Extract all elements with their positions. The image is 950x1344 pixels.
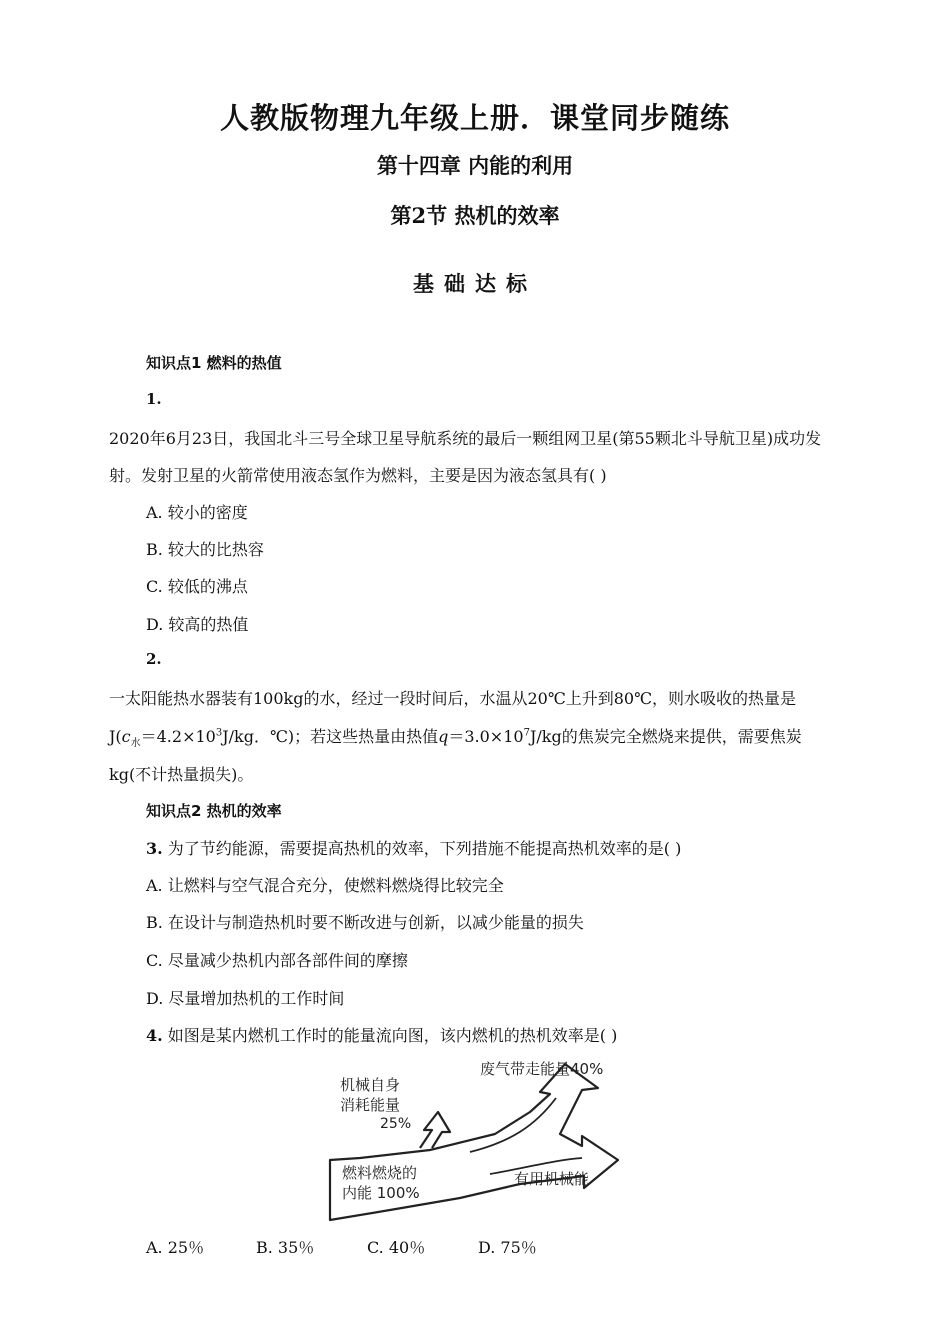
specific-heat-subscript: 水: [130, 738, 141, 750]
question-4-option-a: A. 25％: [146, 1238, 205, 1257]
question-4-option-c: C. 40％: [367, 1238, 426, 1257]
question-1-option-c: C. 较低的沸点: [146, 577, 248, 596]
label-fuel-1: 燃料燃烧的: [342, 1164, 418, 1182]
question-4-option-d: D. 75％: [478, 1238, 537, 1257]
chapter-title: 第十四章 内能的利用: [376, 153, 574, 178]
q2-text-a: J(: [109, 727, 122, 746]
level-heading: 基础达标: [413, 271, 537, 296]
question-4-option-b: B. 35％: [256, 1238, 315, 1257]
heat-value-symbol: q: [438, 727, 449, 746]
question-1-option-a: A. 较小的密度: [146, 503, 248, 522]
section-title: 第2节 热机的效率: [390, 203, 560, 228]
energy-flow-diagram: [320, 1052, 630, 1224]
question-3-option-a: A. 让燃料与空气混合充分，使燃料燃烧得比较完全: [146, 876, 504, 895]
question-3-stem-line: [146, 836, 681, 859]
question-1-option-d: D. 较高的热值: [146, 615, 249, 634]
label-mech-loss-3: 25%: [380, 1116, 412, 1132]
question-3-option-c: C. 尽量减少热机内部各部件间的摩擦: [146, 951, 408, 970]
question-3-option-b: B. 在设计与制造热机时要不断改进与创新，以减少能量的损失: [146, 913, 584, 932]
label-useful: 有用机械能: [514, 1170, 590, 1188]
question-1-option-b: B. 较大的比热容: [146, 540, 264, 559]
question-3-number: 3.: [146, 839, 163, 858]
question-3-option-d: D. 尽量增加热机的工作时间: [146, 989, 345, 1008]
label-mech-loss-2: 消耗能量: [340, 1096, 401, 1114]
knowledge-point-2: 知识点2 热机的效率: [146, 802, 282, 820]
q2-text-c: J/kg．℃)；若这些热量由热值: [222, 727, 439, 746]
specific-heat-symbol: c: [121, 727, 131, 746]
q2-text-e: J/kg的焦炭完全燃烧来提供，需要焦炭: [529, 727, 802, 746]
question-4-number: 4.: [146, 1026, 163, 1045]
question-4-stem-line: [146, 1023, 617, 1046]
question-2-line-1: 一太阳能热水器装有100kg的水，经过一段时间后，水温从20℃上升到80℃，则水吸收的热量是: [109, 689, 796, 708]
label-exhaust: 废气带走能量40%: [480, 1060, 604, 1078]
question-1-line-1: 2020年6月23日，我国北斗三号全球卫星导航系统的最后一颗组网卫星(第55颗北斗导航卫星)成功发: [109, 429, 822, 448]
question-3-stem: 为了节约能源，需要提高热机的效率，下列措施不能提高热机效率的是( ): [167, 839, 682, 858]
q2-text-b: ＝4.2×10: [140, 727, 216, 746]
question-2-line-3: kg(不计热量损失)。: [109, 765, 254, 784]
label-fuel-2: 内能 100%: [342, 1184, 420, 1202]
page-title: 人教版物理九年级上册．课堂同步随练: [219, 101, 730, 135]
q2-exponent-1: 3: [215, 727, 223, 739]
question-2-number: 2.: [146, 650, 162, 668]
q2-exponent-2: 7: [523, 727, 530, 739]
knowledge-point-1: 知识点1 燃料的热值: [146, 354, 282, 372]
mechanical-loss-arrow: [420, 1112, 450, 1148]
question-2-line-2: [109, 724, 802, 749]
question-1-number: 1.: [146, 390, 162, 408]
label-mech-loss-1: 机械自身: [340, 1076, 401, 1094]
question-1-line-2: 射。发射卫星的火箭常使用液态氢作为燃料，主要是因为液态氢具有( ): [109, 466, 607, 485]
q2-text-d: ＝3.0×10: [448, 727, 524, 746]
question-4-stem: 如图是某内燃机工作时的能量流向图，该内燃机的热机效率是( ): [167, 1026, 618, 1045]
